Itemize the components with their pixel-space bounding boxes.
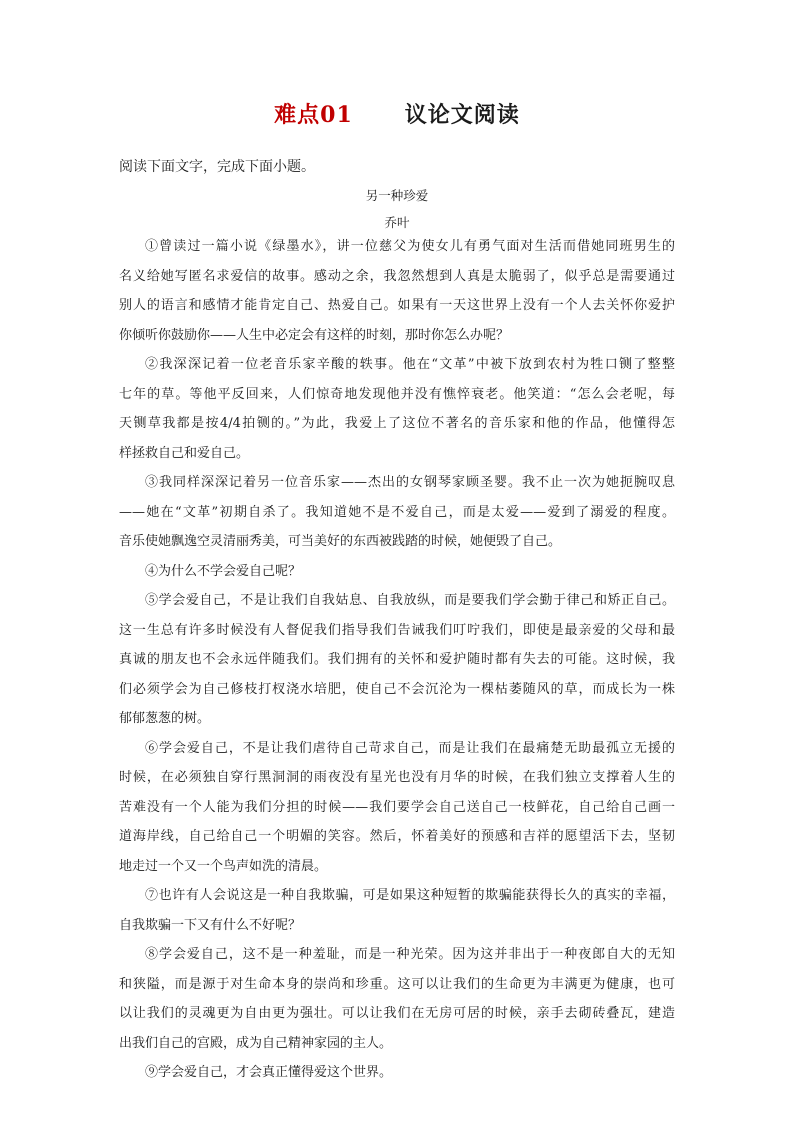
title-main: 议论文阅读 [404,102,520,128]
paragraph-line: 名义给她写匿名求爱信的故事。感动之余，我忽然想到人真是太脆弱了，似乎总是需要通过 [119,268,675,284]
paragraph-line: ⑧学会爱自己，这不是一种羞耻，而是一种光荣。因为这并非出于一种夜郎自大的无知 [145,947,675,962]
paragraph-line: 音乐使她飘逸空灵清丽秀美，可当美好的东西被践踏的时候，她便毁了自己。 [119,534,562,549]
paragraph-line: 时候，在必须独自穿行黑洞洞的雨夜没有星光也没有月华的时候，在我们独立支撑着人生的 [119,770,675,785]
paragraph-line: 出我们自己的宫殿，成为自己精神家园的主人。 [119,1035,393,1051]
article-paragraph [119,940,675,1058]
paragraph-line: 自我欺骗一下又有什么不好呢？ [119,917,302,933]
article-paragraph [119,468,675,557]
article-body [119,232,675,1088]
paragraph-line: 七年的草。等他平反回来，人们惊奇地发现他并没有憔悴衰老。他笑道：“怎么会老呢，每 [119,386,675,402]
paragraph-line: ⑥学会爱自己，不是让我们虐待自己苛求自己，而是让我们在最痛楚无助最孤立无援的 [145,740,675,756]
paragraph-line: ⑤学会爱自己，不是让我们自我姑息、自我放纵，而是要我们学会勤于律己和矫正自己。 [145,593,675,608]
page-title [0,98,794,129]
paragraph-line: 道海岸线，自己给自己一个明媚的笑容。然后，怀着美好的预感和吉祥的愿望活下去，坚韧 [119,829,675,844]
article-paragraph [119,734,675,882]
article-paragraph [119,232,675,350]
paragraph-line: ⑦也许有人会说这是一种自我欺骗，可是如果这种短暂的欺骗能获得长久的真实的幸福， [145,888,675,903]
paragraph-line: ③我同样深深记着另一位音乐家——杰出的女钢琴家顾圣婴。我不止一次为她扼腕叹息 [145,475,675,490]
paragraph-line: 你倾听你鼓励你——人生中必定会有这样的时刻，那时你怎么办呢？ [119,327,510,343]
article-author: 乔叶 [384,215,410,230]
article-paragraph [119,350,675,468]
paragraph-line: 地走过一个又一个鸟声如洗的清晨。 [119,858,328,874]
paragraph-line: 以让我们的灵魂更为自由更为强壮。可以让我们在无房可居的时候，亲手去砌砖叠瓦，建造 [119,1006,675,1021]
article-paragraph [119,557,675,587]
paragraph-line: ——她在“文革”初期自杀了。我知道她不是不爱自己，而是太爱——爱到了溺爱的程度。 [119,504,675,520]
paragraph-line: 别人的语言和感情才能肯定自己、热爱自己。如果有一天这世界上没有一个人去关怀你爱护 [119,298,675,313]
paragraph-line: ④为什么不学会爱自己呢？ [145,563,302,579]
article-paragraph [119,881,675,940]
paragraph-line: ②我深深记着一位老音乐家辛酸的轶事。他在“文革”中被下放到农村为牲口铡了整整 [145,357,675,372]
article-paragraph [119,1058,675,1088]
paragraph-line: 样拯救自己和爱自己。 [119,445,250,461]
article-title: 另一种珍爱 [365,188,429,203]
paragraph-line: 真诚的朋友也不会永远伴随我们。我们拥有的关怀和爱护随时都有失去的可能。这时候，我 [119,652,675,667]
instruction-text: 阅读下面文字，完成下面小题。 [119,159,315,175]
paragraph-line: 和狭隘，而是源于对生命本身的崇尚和珍重。这可以让我们的生命更为丰满更为健康，也可 [119,976,675,992]
paragraph-line: 这一生总有许多时候没有人督促我们指导我们告诫我们叮咛我们，即使是最亲爱的父母和最 [119,622,675,638]
paragraph-line: 苦难没有一个人能为我们分担的时候——我们要学会自己送自己一枝鲜花，自己给自己画一 [119,799,675,815]
paragraph-line: ⑨学会爱自己，才会真正懂得爱这个世界。 [145,1065,393,1080]
article-paragraph [119,586,675,734]
paragraph-line: 们必须学会为自己修枝打杈浇水培肥，使自己不会沉沦为一棵枯萎随风的草，而成长为一株 [119,681,675,697]
paragraph-line: ①曾读过一篇小说《绿墨水》，讲一位慈父为使女儿有勇气面对生活而借她同班男生的 [145,239,675,254]
title-prefix: 难点01 [274,102,353,128]
paragraph-line: 郁郁葱葱的树。 [119,711,211,726]
paragraph-line: 天铡草我都是按4/4拍铡的。”为此，我爱上了这位不著名的音乐家和他的作品，他懂得怎 [119,416,675,431]
